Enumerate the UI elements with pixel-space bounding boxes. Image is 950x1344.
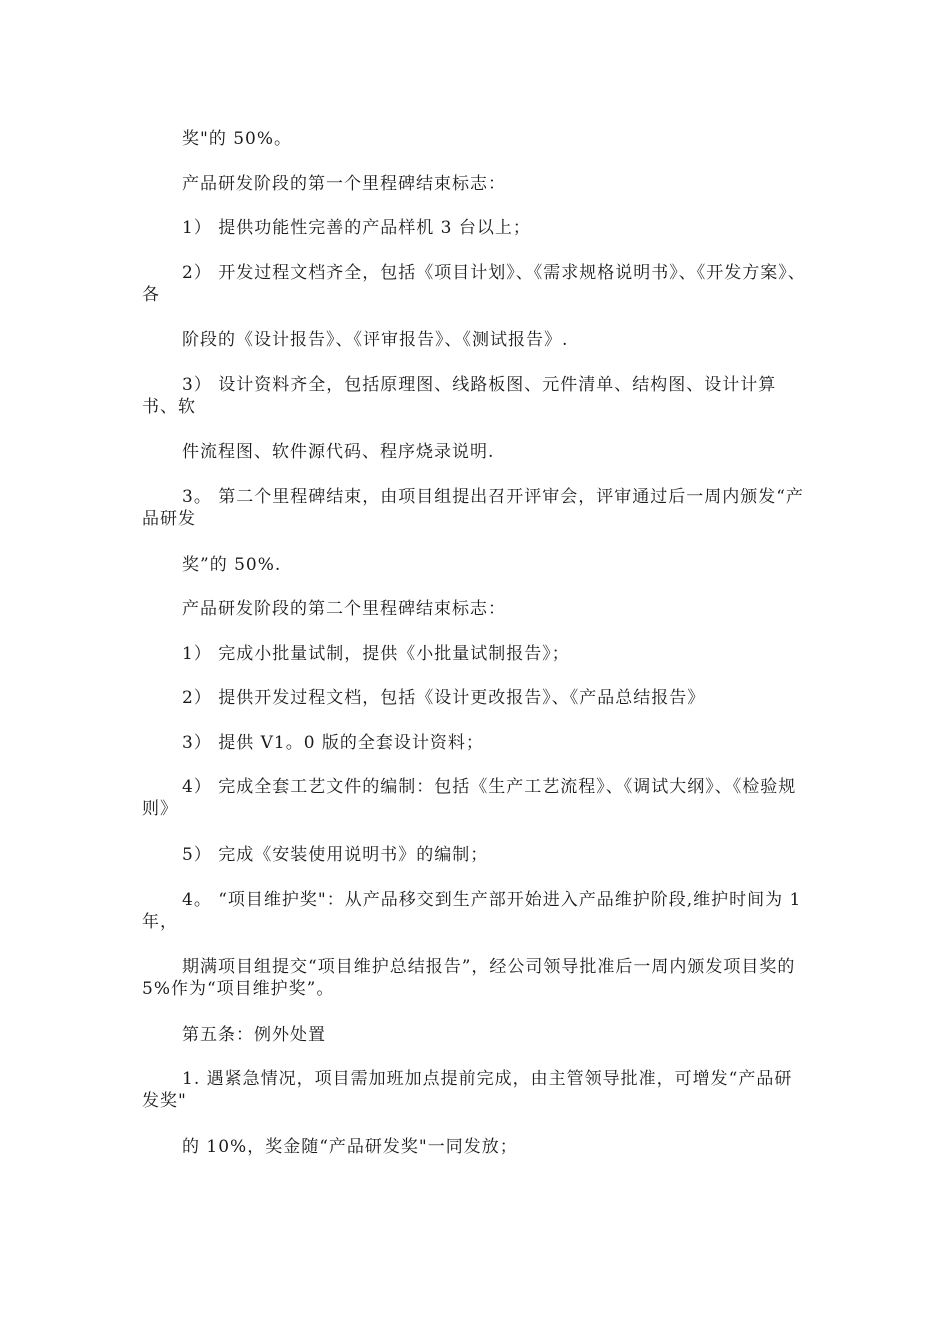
paragraph-2: 产品研发阶段的第一个里程碑结束标志：	[182, 174, 506, 194]
paragraph-10: 产品研发阶段的第二个里程碑结束标志：	[182, 599, 506, 619]
paragraph-9: 奖”的 50%.	[182, 555, 282, 575]
paragraph-13: 3） 提供 V1。0 版的全套设计资料；	[182, 733, 484, 753]
paragraph-11: 1） 完成小批量试制，提供《小批量试制报告》；	[182, 644, 570, 664]
paragraph-4: 2） 开发过程文档齐全，包括《项目计划》、《需求规格说明书》、《开发方案》、各	[142, 263, 806, 305]
paragraph-8: 3。 第二个里程碑结束，由项目组提出召开评审会，评审通过后一周内颁发“产品研发	[142, 487, 804, 529]
paragraph-6: 3） 设计资料齐全，包括原理图、线路板图、元件清单、结构图、设计计算书、软	[142, 375, 777, 417]
paragraph-3: 1） 提供功能性完善的产品样机 3 台以上；	[182, 218, 531, 238]
paragraph-14: 4） 完成全套工艺文件的编制：包括《生产工艺流程》、《调试大纲》、《检验规则》	[142, 777, 797, 819]
paragraph-15: 5） 完成《安装使用说明书》的编制；	[182, 845, 489, 865]
paragraph-1: 奖"的 50%。	[182, 129, 293, 149]
paragraph-12: 2） 提供开发过程文档，包括《设计更改报告》、《产品总结报告》	[182, 688, 706, 708]
paragraph-17: 期满项目组提交“项目维护总结报告”，经公司领导批准后一周内颁发项目奖的 5%作为“项目维护奖”。	[142, 957, 796, 999]
paragraph-20: 的 10%，奖金随“产品研发奖"一同发放；	[182, 1137, 518, 1157]
paragraph-19: 1. 遇紧急情况，项目需加班加点提前完成，由主管领导批准，可增发“产品研发奖"	[142, 1069, 793, 1111]
paragraph-5: 阶段的《设计报告》、《评审报告》、《测试报告》.	[182, 330, 569, 350]
paragraph-18: 第五条：例外处置	[182, 1025, 326, 1045]
paragraph-7: 件流程图、软件源代码、程序烧录说明.	[182, 442, 495, 462]
paragraph-16: 4。 “项目维护奖"：从产品移交到生产部开始进入产品维护阶段,维护时间为 1 年，	[142, 890, 802, 932]
